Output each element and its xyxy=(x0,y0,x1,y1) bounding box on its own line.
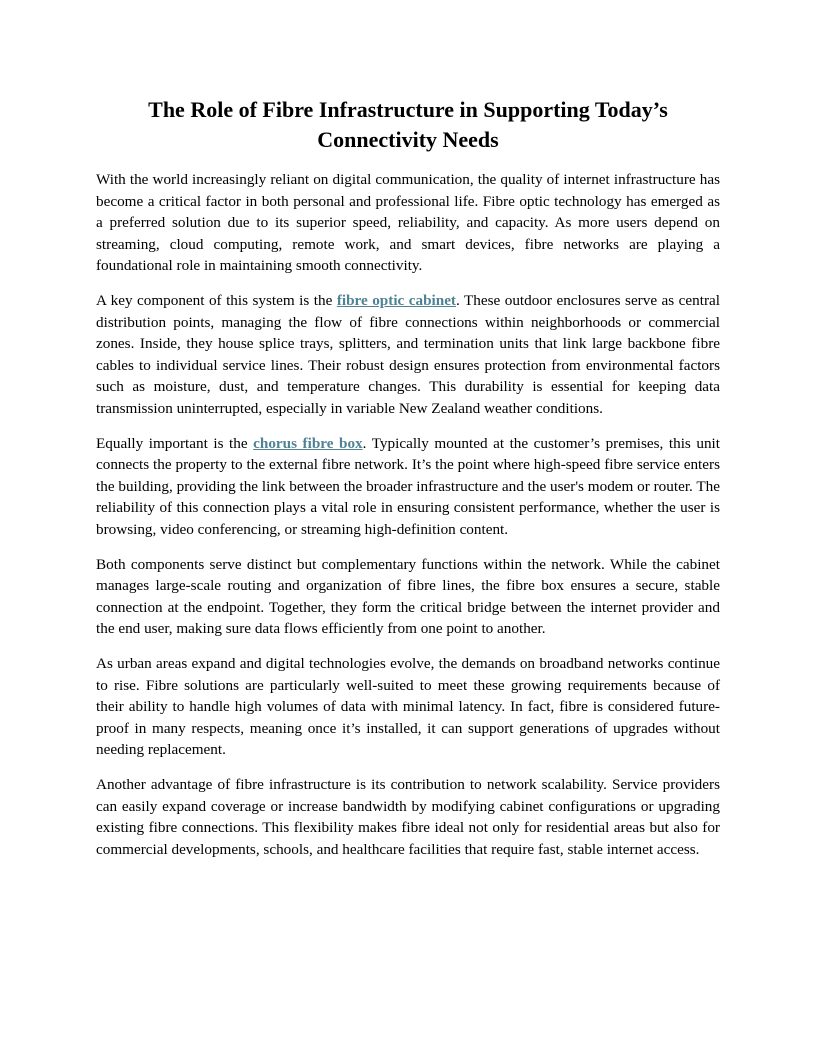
paragraph-cabinet-text-after: . These outdoor enclosures serve as central distribution points, managing the flow of fibre connections within neighborhoods or commercial zones. Inside, they house splice trays, splitters, and termination units that link large backbone fibre cables to individual service lines. Their robust design ensures protection from environmental factors such as moisture, dust, and temperature changes. This durability is essential for keeping data transmission uninterrupted, especially in variable New Zealand weather conditions. xyxy=(96,292,720,417)
paragraph-scalability: Another advantage of fibre infrastructure is its contribution to network scalability. Service providers can easily expand coverage or increase bandwidth by modifying cabinet configurations or upgrading existing fibre connections. This flexibility makes fibre ideal not only for residential areas but also for commercial developments, schools, and healthcare facilities that require fast, stable internet access. xyxy=(96,776,720,858)
paragraph-cabinet-text-before: A key component of this system is the xyxy=(96,292,337,309)
paragraph-intro: With the world increasingly reliant on digital communication, the quality of internet infrastructure has become a critical factor in both personal and professional life. Fibre optic technology has emerged as a preferred solution due to its superior speed, reliability, and capacity. As more users depend on streaming, cloud computing, remote work, and smart devices, fibre networks are playing a foundational role in maintaining smooth connectivity. xyxy=(96,171,720,274)
fibre-optic-cabinet-link[interactable]: fibre optic cabinet xyxy=(336,292,456,309)
title-line-2: Connectivity Needs xyxy=(317,127,499,152)
chorus-fibre-box-link[interactable]: chorus fibre box xyxy=(253,434,363,452)
paragraph-urban-demand: As urban areas expand and digital technologies evolve, the demands on broadband networks continue to rise. Fibre solutions are particularly well-suited to meet these growing requirements because of their ability to handle high volumes of data with minimal latency. In fact, fibre is considered future-proof in many respects, meaning once it’s installed, it can support generations of upgrades without needing replacement. xyxy=(96,655,720,758)
paragraph-components: Both components serve distinct but complementary functions within the network. While the cabinet manages large-scale routing and organization of fibre lines, the fibre box ensures a secure, stable connection at the endpoint. Together, they form the critical bridge between the internet provider and the end user, making sure data flows efficiently from one point to another. xyxy=(96,555,720,637)
paragraph-fibre-box-text-after: . Typically mounted at the customer’s premises, this unit connects the property to the external fibre network. It’s the point where high-speed fibre service enters the building, providing the link between the broader infrastructure and the user's modem or router. The reliability of this connection plays a vital role in ensuring consistent performance, whether the user is browsing, video conferencing, or streaming high-definition content. xyxy=(96,434,720,538)
title-line-1: The Role of Fibre Infrastructure in Supporting Today’s xyxy=(148,97,668,122)
paragraph-fibre-box xyxy=(96,433,720,541)
document-page xyxy=(96,95,720,874)
paragraph-cabinet xyxy=(96,290,720,419)
page-title xyxy=(96,95,720,155)
paragraph-fibre-box-text-before: Equally important is the xyxy=(96,434,254,452)
